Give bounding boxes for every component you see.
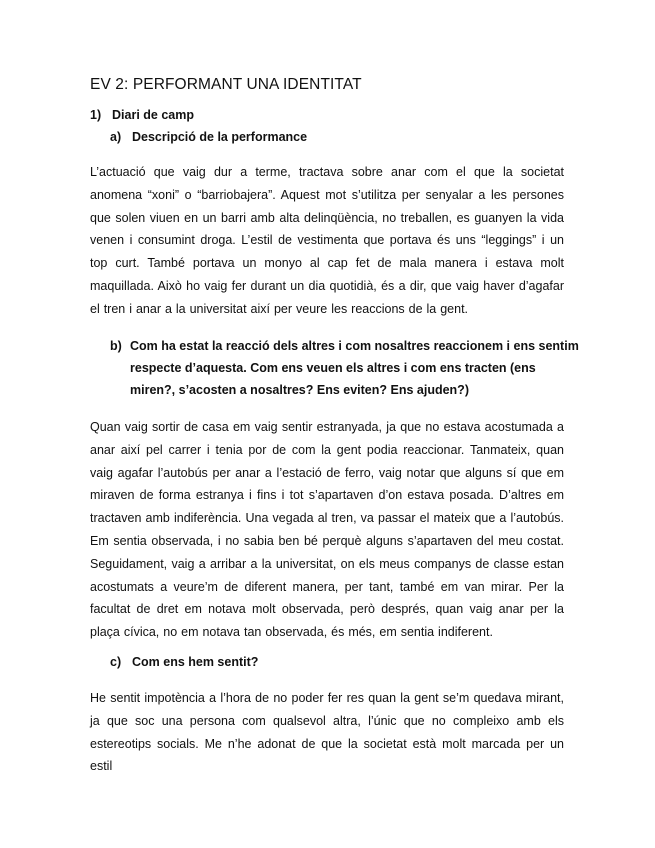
paragraph-descripcio: L’actuació que vaig dur a terme, tractava sobre anar com el que la societat anomena “xoni” o “barriobajera”. Aquest mot s’utilitza per senyalar a les persones que solen viuen en un barri amb alta delinqüència, no treballen, es guanyen la vida venen i consumint droga. L’estil de vestimenta que portava és uns “leggings” i un top curt. També portava un monyo al cap fet de mala manera i estava molt maquillada. Això ho vaig fer durant un dia quotidià, és a dir, que vaig haver d’agafar el tren i anar a la universitat així per veure les reaccions de la gent. xyxy=(90,165,564,316)
subsection-heading-a-text: Descripció de la performance xyxy=(132,130,308,144)
section-heading-text: Diari de camp xyxy=(112,108,194,122)
subsection-heading-b-text: Com ha estat la reacció dels altres i com nosaltres reaccionem i ens sentim respecte d’aquesta. Com ens veuen els altres i com ens tracten (ens miren?, s’acosten a nosaltres? Ens eviten? Ens ajuden?) xyxy=(130,339,579,397)
subsection-letter-c: c) xyxy=(110,655,122,669)
subsection-heading-c-text: Com ens hem sentit? xyxy=(132,655,259,669)
paragraph-sentit: He sentit impotència a l’hora de no poder fer res quan la gent se’m quedava mirant, ja que soc una persona com qualsevol altra, l’únic que no compleixo amb els estereotips socials. Me n’he adonat de que la societat està molt marcada per un estil xyxy=(90,691,564,774)
subsection-heading-b xyxy=(110,335,580,401)
subsection-letter-a: a) xyxy=(110,130,122,144)
paragraph-reaccio: Quan vaig sortir de casa em vaig sentir estranyada, ja que no estava acostumada a anar així pel carrer i tenia por de com la gent podia reaccionar. Tanmateix, quan vaig agafar l’autobús per anar a l’estació de ferro, vaig notar que alguns sí que em miraven de forma estranya i fins i tot s’apartaven d’on estava posada. D’altres em tractaven amb indiferència. Una vegada al tren, va passar el mateix que a l’autobús. Em sentia observada, i no sabia ben bé perquè alguns s’apartaven del meu costat. Seguidament, vaig a arribar a la universitat, on els meus companys de classe estan acostumats a veure’m de diferent manera, per tant, també em van mirar. Per la facultat de dret em notava molt observada, però després, quan vaig anar per la plaça cívica, no em notava tan observada, és més, em sentia indiferent. xyxy=(90,420,564,640)
subsection-heading-c xyxy=(110,655,258,669)
document-title: EV 2: PERFORMANT UNA IDENTITAT xyxy=(90,76,362,93)
section-number: 1) xyxy=(90,108,102,122)
subsection-letter-b: b) xyxy=(110,339,122,353)
section-heading-diari xyxy=(90,108,194,122)
subsection-heading-a xyxy=(110,130,307,144)
